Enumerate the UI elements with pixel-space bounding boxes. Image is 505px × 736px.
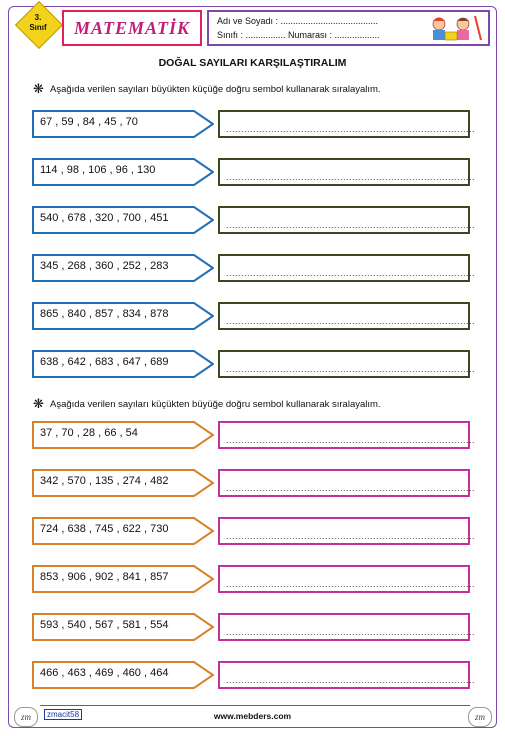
number-list: 342 , 570 , 135 , 274 , 482	[40, 475, 169, 487]
number-tag	[32, 206, 214, 234]
section1-instruction: Aşağıda verilen sayıları büyükten küçüğe doğru sembol kullanarak sıralayalım.	[50, 84, 381, 95]
number-tag	[32, 110, 214, 138]
section2-instruction: Aşağıda verilen sayıları küçükten büyüğe doğru sembol kullanarak sıralayalım.	[50, 399, 381, 410]
footer-url[interactable]: www.mebders.com	[213, 711, 292, 721]
footer-divider	[40, 705, 470, 706]
number-tag	[32, 613, 214, 641]
answer-dots: ...................................................................................	[226, 220, 476, 230]
number-tag	[32, 350, 214, 378]
number-list: 37 , 70 , 28 , 66 , 54	[40, 427, 138, 439]
kids-reading-icon	[425, 12, 485, 44]
answer-box[interactable]	[218, 421, 476, 449]
exercise-row	[32, 517, 476, 545]
flower-icon: ❋	[33, 396, 44, 411]
answer-box[interactable]	[218, 206, 476, 234]
answer-dots: ...................................................................................	[226, 124, 476, 134]
grade-number: 3.	[34, 13, 42, 22]
answer-box[interactable]	[218, 613, 476, 641]
subject-title: MATEMATİK	[73, 17, 191, 38]
number-list: 466 , 463 , 469 , 460 , 464	[40, 667, 169, 679]
answer-box[interactable]	[218, 158, 476, 186]
number-list: 540 , 678 , 320 , 700 , 451	[40, 212, 169, 224]
answer-dots: ...................................................................................	[226, 483, 476, 493]
exercise-row	[32, 206, 476, 234]
number-list: 114 , 98 , 106 , 96 , 130	[40, 164, 156, 176]
exercise-row	[32, 254, 476, 282]
answer-dots: ...................................................................................	[226, 268, 476, 278]
grade-label	[22, 13, 54, 33]
class-field-label[interactable]: Sınıfı : ................ Numarası : ..................	[217, 30, 380, 40]
answer-box[interactable]	[218, 110, 476, 138]
answer-dots: ...................................................................................	[226, 675, 476, 685]
exercise-row	[32, 302, 476, 330]
exercise-row	[32, 613, 476, 641]
answer-dots: ...................................................................................	[226, 627, 476, 637]
number-tag	[32, 302, 214, 330]
number-list: 67 , 59 , 84 , 45 , 70	[40, 116, 138, 128]
number-tag	[32, 661, 214, 689]
number-list: 638 , 642 , 683 , 647 , 689	[40, 356, 169, 368]
name-field-label[interactable]: Adı ve Soyadı : .......................................	[217, 16, 379, 26]
answer-dots: ...................................................................................	[226, 316, 476, 326]
number-list: 865 , 840 , 857 , 834 , 878	[40, 308, 169, 320]
exercise-row	[32, 350, 476, 378]
number-tag	[32, 254, 214, 282]
answer-box[interactable]	[218, 565, 476, 593]
answer-box[interactable]	[218, 517, 476, 545]
answer-dots: ...................................................................................	[226, 172, 476, 182]
number-tag	[32, 565, 214, 593]
exercise-row	[32, 565, 476, 593]
exercise-row	[32, 661, 476, 689]
answer-dots: ...................................................................................	[226, 364, 476, 374]
number-tag	[32, 517, 214, 545]
grade-word: Sınıf	[29, 23, 47, 32]
exercise-row	[32, 110, 476, 138]
answer-box[interactable]	[218, 350, 476, 378]
answer-dots: ...................................................................................	[226, 579, 476, 589]
number-tag	[32, 158, 214, 186]
number-tag	[32, 469, 214, 497]
exercise-row	[32, 469, 476, 497]
author-tag: zmacit58	[44, 709, 82, 720]
answer-dots: ...................................................................................	[226, 435, 476, 445]
corner-mark-left: zm	[14, 707, 38, 727]
exercise-row	[32, 421, 476, 449]
number-tag	[32, 421, 214, 449]
number-list: 593 , 540 , 567 , 581 , 554	[40, 619, 169, 631]
answer-box[interactable]	[218, 661, 476, 689]
answer-dots: ...................................................................................	[226, 531, 476, 541]
answer-box[interactable]	[218, 469, 476, 497]
number-list: 724 , 638 , 745 , 622 , 730	[40, 523, 169, 535]
flower-icon: ❋	[33, 81, 44, 96]
exercise-row	[32, 158, 476, 186]
number-list: 345 , 268 , 360 , 252 , 283	[40, 260, 169, 272]
answer-box[interactable]	[218, 254, 476, 282]
corner-mark-right: zm	[468, 707, 492, 727]
answer-box[interactable]	[218, 302, 476, 330]
number-list: 853 , 906 , 902 , 841 , 857	[40, 571, 169, 583]
subject-title-box	[62, 10, 202, 46]
worksheet-title: DOĞAL SAYILARI KARŞILAŞTIRALIM	[158, 57, 347, 69]
